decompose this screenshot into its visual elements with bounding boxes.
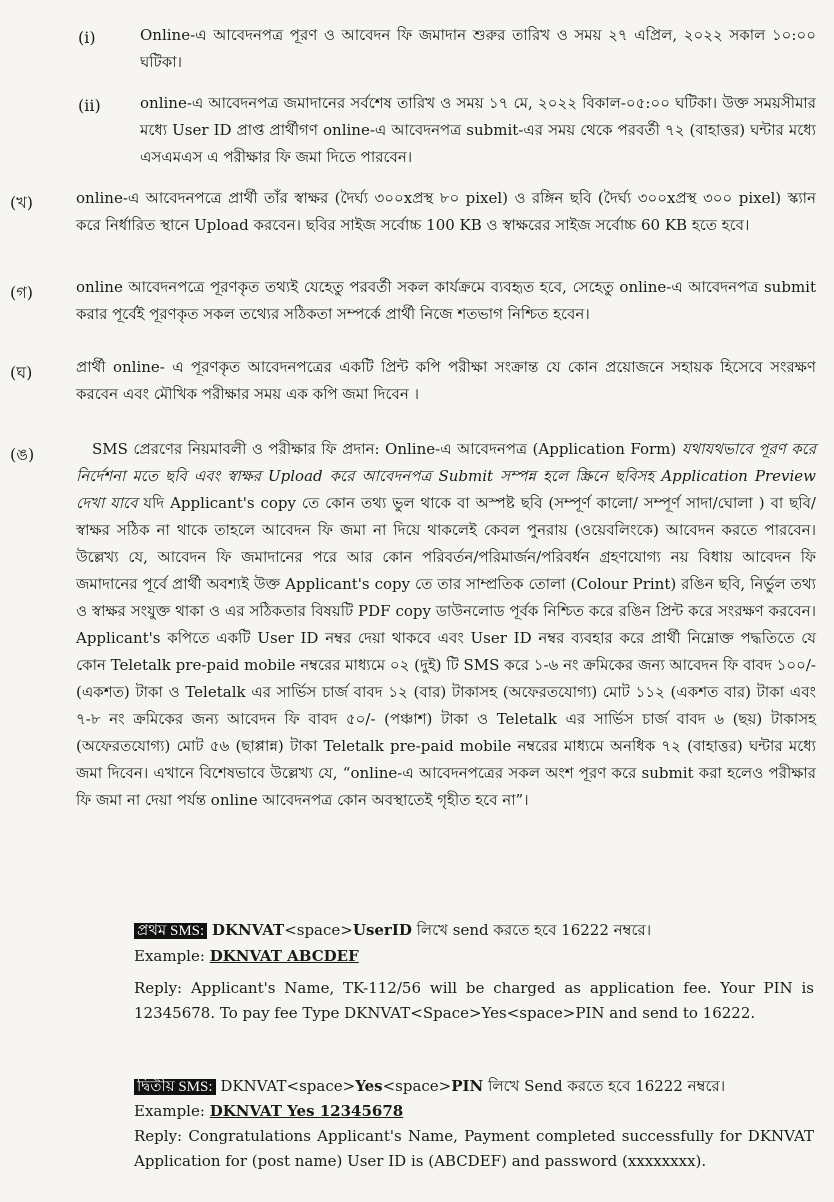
sms1-reply: Reply: Applicant's Name, TK-112/56 will be charged as application fee. Your PIN is 12345678. To pay fee Type DKNVAT<Space>Yes<space>PIN and send to 16222. — [134, 979, 814, 1022]
sms-section-body — [76, 436, 816, 814]
item-text: online-এ আবেদনপত্র জমাদানের সর্বশেষ তারিখ ও সময় ১৭ মে, ২০২২ বিকাল-০৫:০০ ঘটিকা। উক্ত সময়সীমার মধ্যে User ID প্রাপ্ত প্রার্থীগণ online-এ আবেদনপত্র submit-এর সময় থেকে পরবর্তী ৭২ (বাহাত্তর) ঘন্টার মধ্যে এসএমএস এ পরীক্ষার ফি জমা দিতে পারবেন। — [140, 94, 816, 166]
sms-section-paragraph: যদি Applicant's copy তে কোন তথ্য ভুল থাকে বা অস্পষ্ট ছবি (সম্পূর্ণ কালো/ সম্পূর্ণ সাদা/ঘোলা ) বা ছবি/ স্বাক্ষর সঠিক না থাকে তাহলে আবেদন ফি জমা না দিয়ে থাকলেই কেবল পুনরায় (ওয়েবলিংকে) আবেদন করতে পারবেন। উল্লেখ্য যে, আবেদন ফি জমাদানের পরে আর কোন পরিবর্তন/পরিমার্জন/পরিবর্ধন গ্রহণযোগ্য নয় বিধায় আবেদন ফি জমাদানের পূর্বে প্রার্থী অবশ্যই উক্ত Applicant's copy তে তার সাম্প্রতিক তোলা (Colour Print) রঙিন ছবি, নির্ভুল তথ্য ও স্বাক্ষর সংযুক্ত থাকা ও এর সঠিকতার বিষয়টি PDF copy ডাউনলোড পূর্বক নিশ্চিত করে রঙিন প্রিন্ট করে সংরক্ষণ করবেন। Applicant's কপিতে একটি User ID নম্বর দেয়া থাকবে এবং User ID নম্বর ব্যবহার করে প্রার্থী নিম্নোক্ত পদ্ধতিতে যে কোন Teletalk pre-paid mobile নম্বরের মাধ্যমে ০২ (দুই) টি SMS করে ১-৬ নং ক্রমিকের জন্য আবেদন ফি বাবদ ১০০/- (একশত) টাকা ও Teletalk এর সার্ভিস চার্জ বাবদ ১২ (বার) টাকাসহ (অফেরতযোগ্য) মোট ১১২ (একশত বার) টাকা এবং ৭-৮ নং ক্রমিকের জন্য আবেদন ফি বাবদ ৫০/- (পঞ্চাশ) টাকা ও Teletalk এর সার্ভিস চার্জ বাবদ ৬ (ছয়) টাকাসহ (অফেরতযোগ্য) মোট ৫৬ (ছাপ্পান্ন) টাকা Teletalk pre-paid mobile নম্বরের মাধ্যমে অনধিক ৭২ (বাহাত্তর) ঘন্টার মধ্যে জমা দিবেন। এখানে বিশেষভাবে উল্লেখ্য যে, “online-এ আবেদনপত্রের সকল অংশ পূরণ করে submit করা হলেও পরীক্ষার ফি জমা না দেয়া পর্যন্ত online আবেদনপত্র কোন অবস্থাতেই গৃহীত হবে না”। — [76, 494, 816, 809]
item-marker: (ঙ) — [10, 445, 35, 464]
sms1-space: <space> — [284, 921, 353, 939]
item-marker: (i) — [78, 28, 96, 47]
item-marker: (ঘ) — [10, 363, 33, 382]
item-marker: (গ) — [10, 283, 33, 302]
sms1-format-line — [134, 918, 814, 944]
sms-section-italic: যথাযথভাবে পূরণ করে নির্দেশনা মতে ছবি এবং স্বাক্ষর Upload করে আবেদনপত্র Submit সম্পন্ন হলে স্ক্রিনে ছবিসহ Application Preview দেখা যাবে — [76, 440, 816, 512]
sms2-example-value: DKNVAT Yes 12345678 — [209, 1102, 404, 1120]
sms2-yes: Yes — [355, 1077, 383, 1095]
sms2-label: দ্বিতীয় SMS: — [134, 1079, 216, 1095]
item-marker: (খ) — [10, 193, 33, 212]
sms1-label: প্রথম SMS: — [134, 923, 207, 939]
sms1-code: DKNVAT — [211, 921, 285, 939]
sms2-example-label: Example: — [134, 1102, 205, 1120]
sms1-userid: UserID — [352, 921, 412, 939]
sms2-space1: <space> — [286, 1077, 356, 1095]
sms2-tail: লিখে Send করতে হবে 16222 নম্বরে। — [488, 1077, 726, 1095]
item-text: Online-এ আবেদনপত্র পূরণ ও আবেদন ফি জমাদান শুরুর তারিখ ও সময় ২৭ এপ্রিল, ২০২২ সকাল ১০:০০ ঘটিকা। — [140, 26, 816, 71]
sms2-space2: <space> — [382, 1077, 452, 1095]
item-text: প্রার্থী online- এ পূরণকৃত আবেদনপত্রের একটি প্রিন্ট কপি পরীক্ষা সংক্রান্ত যে কোন প্রয়োজনে সহায়ক হিসেবে সংরক্ষণ করবেন এবং মৌখিক পরীক্ষার সময় এক কপি জমা দিবেন । — [76, 358, 816, 403]
sms1-example-label: Example: — [134, 947, 205, 965]
item-text: online-এ আবেদনপত্রে প্রার্থী তাঁর স্বাক্ষর (দৈর্ঘ্য ৩০০xপ্রস্থ ৮০ pixel) ও রঙ্গিন ছবি (দৈর্ঘ্য ৩০০xপ্রস্থ ৩০০ pixel) স্ক্যান করে নির্ধারিত স্থানে Upload করবেন। ছবির সাইজ সর্বোচ্চ 100 KB ও স্বাক্ষরের সাইজ সর্বোচ্চ 60 KB হতে হবে। — [76, 189, 816, 234]
item-text: online আবেদনপত্রে পূরণকৃত তথ্যই যেহেতু পরবর্তী সকল কার্যক্রমে ব্যবহৃত হবে, সেহেতু online-এ আবেদনপত্র submit করার পূর্বেই পূরণকৃত সকল তথ্যের সঠিকতা সম্পর্কে প্রার্থী নিজে শতভাগ নিশ্চিত হবেন। — [76, 278, 816, 323]
sms1-example-value: DKNVAT ABCDEF — [209, 947, 359, 965]
item-marker: (ii) — [78, 96, 101, 115]
sms2-reply: Reply: Congratulations Applicant's Name, Payment completed successfully for DKNVAT Application for (post name) User ID is (ABCDEF) and password (xxxxxxxx). — [134, 1127, 814, 1170]
sms-section-heading: SMS প্রেরণের নিয়মাবলী ও পরীক্ষার ফি প্রদান: Online-এ আবেদনপত্র (Application Form) — [92, 440, 677, 458]
sms2-pin: PIN — [451, 1077, 484, 1095]
sms1-example-line — [134, 944, 814, 969]
sms2-example-line — [134, 1099, 814, 1124]
sms2-code: DKNVAT — [220, 1077, 287, 1095]
sms2-format-line — [134, 1074, 814, 1100]
sms1-tail: লিখে send করতে হবে 16222 নম্বরে। — [416, 921, 652, 939]
